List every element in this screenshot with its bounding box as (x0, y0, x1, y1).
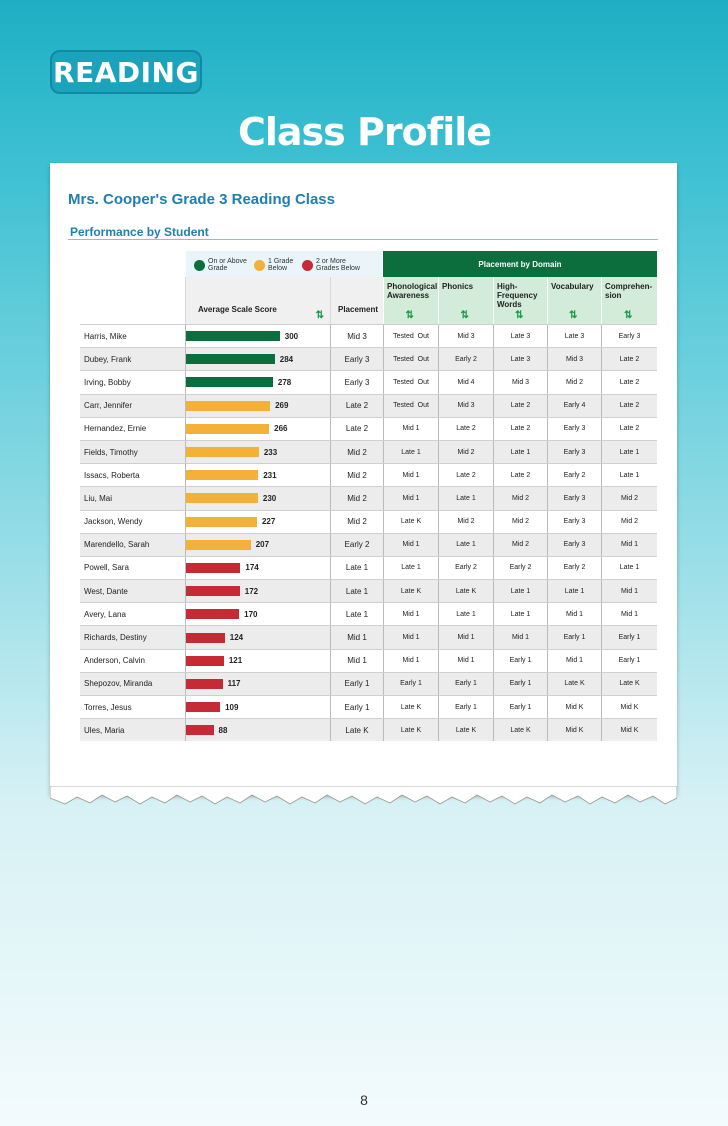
domain-placement: Mid 2 (438, 511, 493, 533)
score-bar (186, 447, 259, 457)
score-value: 109 (225, 702, 239, 712)
domain-placement: Tested Out (383, 348, 438, 370)
domain-placement: Late 1 (383, 557, 438, 579)
header-label: High-Frequency Words (497, 282, 538, 309)
domain-placement: Early 1 (493, 696, 547, 718)
domain-placement: Mid 2 (493, 534, 547, 556)
domain-placement: Late K (438, 580, 493, 602)
placement-value: Late 1 (330, 603, 383, 625)
score-bar (186, 563, 240, 573)
legend-label: 2 or More Grades Below (316, 258, 360, 272)
legend-item-one-below (254, 258, 293, 272)
placement-value: Late 1 (330, 557, 383, 579)
domain-placement: Early 2 (547, 557, 601, 579)
score-value: 269 (275, 401, 289, 411)
domain-placement: Early 4 (547, 395, 601, 417)
domain-placement: Late 2 (493, 464, 547, 486)
score-value: 231 (263, 470, 277, 480)
score-bar (186, 586, 240, 596)
student-name: Marendello, Sarah (84, 540, 150, 550)
score-value: 284 (279, 354, 294, 364)
section-divider (68, 239, 658, 240)
score-value: 170 (244, 609, 258, 619)
domain-placement: Early 1 (547, 626, 601, 648)
domain-placement: Mid 1 (383, 464, 438, 486)
score-bar (186, 424, 269, 434)
domain-placement: Late 2 (438, 464, 493, 486)
subject-tab (50, 50, 202, 94)
domain-placement: Early 3 (601, 325, 657, 347)
score-bar-cell (185, 418, 330, 440)
domain-placement: Late 2 (493, 418, 547, 440)
header-label: Comprehen-sion (605, 282, 653, 300)
score-value: 207 (255, 540, 270, 550)
domain-placement: Mid 3 (438, 395, 493, 417)
domain-placement: Early 3 (547, 534, 601, 556)
domain-placement: Mid 1 (383, 418, 438, 440)
sort-arrows-icon[interactable]: ⇅ (460, 310, 469, 321)
score-bar-cell (185, 719, 330, 741)
score-value: 266 (274, 424, 288, 434)
score-bar (186, 354, 275, 364)
subject-label: READING (53, 55, 199, 89)
table-row[interactable] (80, 556, 657, 579)
domain-placement: Late 2 (438, 418, 493, 440)
legend-dot-icon (302, 260, 313, 271)
score-value: 121 (228, 656, 243, 666)
domain-placement: Mid 1 (493, 626, 547, 648)
score-bar (186, 702, 220, 712)
placement-value: Late 1 (330, 580, 383, 602)
domain-placement: Early 1 (601, 626, 657, 648)
domain-placement: Late 1 (383, 441, 438, 463)
score-column-header[interactable] (185, 277, 330, 324)
placement-value: Late K (330, 719, 383, 741)
domain-placement: Late K (601, 673, 657, 695)
table-row[interactable] (80, 649, 657, 672)
domain-placement: Early 2 (438, 557, 493, 579)
score-bar-cell (185, 441, 330, 463)
placement-value: Early 2 (330, 534, 383, 556)
score-bar (186, 679, 223, 689)
score-value: 300 (284, 331, 299, 341)
domain-placement: Mid 1 (547, 603, 601, 625)
student-name: Torres, Jesus (84, 702, 132, 712)
domain-placement: Mid 1 (601, 534, 657, 556)
sort-arrows-icon[interactable]: ⇅ (515, 310, 524, 321)
student-name: Shepozov, Miranda (84, 679, 153, 689)
student-table (80, 324, 657, 741)
domain-placement: Late K (383, 719, 438, 741)
domain-column-header[interactable] (547, 277, 601, 324)
domain-placement: Late K (383, 580, 438, 602)
table-row[interactable] (80, 394, 657, 417)
domain-placement: Early 1 (438, 673, 493, 695)
placement-value: Mid 2 (330, 487, 383, 509)
score-bar (186, 493, 258, 503)
domain-placement: Late K (438, 719, 493, 741)
placement-value: Early 3 (330, 371, 383, 393)
section-title: Performance by Student (70, 225, 209, 239)
domain-placement: Tested Out (383, 395, 438, 417)
score-bar-cell (185, 348, 330, 370)
domain-placement: Mid 2 (547, 371, 601, 393)
score-bar (186, 656, 224, 666)
domain-placement: Late 2 (601, 418, 657, 440)
score-bar-cell (185, 673, 330, 695)
header-label: Phonics (442, 282, 474, 291)
student-name: Carr, Jennifer (84, 401, 133, 411)
legend-label: 1 Grade Below (268, 258, 294, 272)
score-bar-cell (185, 487, 330, 509)
table-row[interactable] (80, 486, 657, 509)
domain-placement: Mid 1 (383, 534, 438, 556)
domain-placement: Tested Out (383, 325, 438, 347)
domain-placement: Mid K (601, 696, 657, 718)
score-value: 278 (277, 377, 292, 387)
score-bar-cell (185, 511, 330, 533)
domain-placement: Mid K (547, 719, 601, 741)
domain-placement: Late 1 (438, 534, 493, 556)
domain-placement: Late 1 (438, 487, 493, 509)
domain-placement: Late 1 (493, 580, 547, 602)
domain-placement: Late 3 (547, 325, 601, 347)
table-row[interactable] (80, 324, 657, 347)
legend-item-on-grade (194, 258, 247, 272)
domain-placement: Mid 3 (493, 371, 547, 393)
domain-placement: Early 3 (547, 418, 601, 440)
score-bar-cell (185, 650, 330, 672)
student-name: Liu, Mai (84, 493, 113, 503)
student-name: Jackson, Wendy (84, 517, 143, 527)
domain-placement: Late 3 (493, 325, 547, 347)
score-value: 124 (229, 633, 244, 643)
student-name: Irving, Bobby (84, 377, 131, 387)
domain-placement: Mid K (601, 719, 657, 741)
domain-placement: Late 1 (601, 557, 657, 579)
sort-arrows-icon[interactable]: ⇅ (624, 310, 633, 321)
report-sheet (50, 163, 677, 795)
domain-placement: Late 1 (601, 441, 657, 463)
domain-placement: Mid 1 (438, 626, 493, 648)
header-label: Placement (338, 305, 379, 314)
domain-placement: Late 2 (493, 395, 547, 417)
domain-placement: Late 2 (601, 348, 657, 370)
score-bar-cell (185, 395, 330, 417)
domain-placement: Mid 1 (601, 580, 657, 602)
score-bar (186, 377, 273, 387)
sort-arrows-icon[interactable]: ⇅ (569, 310, 578, 321)
domain-column-header[interactable] (438, 277, 493, 324)
placement-value: Mid 2 (330, 511, 383, 533)
table-row[interactable] (80, 718, 657, 741)
table-row[interactable] (80, 695, 657, 718)
score-value: 227 (261, 517, 276, 527)
score-bar (186, 609, 239, 619)
domain-placement: Late K (493, 719, 547, 741)
domain-column-header[interactable] (383, 277, 438, 324)
page-title: Class Profile (238, 110, 492, 154)
domain-placement: Late K (383, 511, 438, 533)
table-row[interactable] (80, 417, 657, 440)
domain-placement: Mid 3 (547, 348, 601, 370)
placement-value: Early 1 (330, 673, 383, 695)
score-value: 88 (218, 725, 228, 735)
placement-value: Early 3 (330, 348, 383, 370)
student-name: West, Dante (84, 586, 128, 596)
domain-column-header[interactable] (601, 277, 657, 324)
legend-item-two-below (302, 258, 360, 272)
student-name: Fields, Timothy (84, 447, 138, 457)
domain-placement: Late K (547, 673, 601, 695)
score-bar-cell (185, 534, 330, 556)
header-label: Average Scale Score (198, 305, 277, 314)
score-bar (186, 470, 258, 480)
score-bar-cell (185, 557, 330, 579)
placement-value: Mid 2 (330, 441, 383, 463)
table-row[interactable] (80, 370, 657, 393)
score-bar (186, 401, 270, 411)
score-bar-cell (185, 464, 330, 486)
score-bar (186, 633, 225, 643)
domain-placement: Early 1 (383, 673, 438, 695)
domain-band-header: Placement by Domain (383, 251, 657, 277)
domain-placement: Early 1 (493, 673, 547, 695)
domain-placement: Mid 1 (383, 603, 438, 625)
domain-placement: Mid 1 (383, 487, 438, 509)
table-row[interactable] (80, 347, 657, 370)
placement-value: Mid 1 (330, 650, 383, 672)
student-name: Ules, Maria (84, 725, 125, 735)
student-name: Anderson, Calvin (84, 656, 145, 666)
domain-placement: Mid 4 (438, 371, 493, 393)
domain-placement: Early 2 (547, 464, 601, 486)
domain-placement: Mid K (547, 696, 601, 718)
legend-dot-icon (194, 260, 205, 271)
domain-placement: Mid 3 (438, 325, 493, 347)
student-name: Powell, Sara (84, 563, 129, 573)
placement-value: Late 2 (330, 418, 383, 440)
placement-value: Mid 2 (330, 464, 383, 486)
domain-placement: Mid 1 (601, 603, 657, 625)
domain-placement: Early 3 (547, 487, 601, 509)
score-bar-cell (185, 626, 330, 648)
domain-placement: Late 2 (601, 371, 657, 393)
score-bar-cell (185, 325, 330, 347)
domain-placement: Late 1 (493, 441, 547, 463)
domain-column-header[interactable] (493, 277, 547, 324)
domain-placement: Mid 2 (601, 487, 657, 509)
score-bar-cell (185, 580, 330, 602)
domain-placement: Mid 2 (601, 511, 657, 533)
domain-placement: Late 1 (547, 580, 601, 602)
domain-placement: Late 1 (493, 603, 547, 625)
domain-placement: Mid 1 (438, 650, 493, 672)
domain-placement: Early 1 (493, 650, 547, 672)
torn-paper-edge (50, 786, 677, 812)
domain-placement: Early 3 (547, 441, 601, 463)
domain-placement: Tested Out (383, 371, 438, 393)
score-value: 230 (262, 493, 277, 503)
table-row[interactable] (80, 672, 657, 695)
placement-value: Mid 3 (330, 325, 383, 347)
domain-placement: Late 3 (493, 348, 547, 370)
domain-placement: Late 2 (601, 395, 657, 417)
table-row[interactable] (80, 440, 657, 463)
domain-placement: Late K (383, 696, 438, 718)
table-row[interactable] (80, 602, 657, 625)
domain-placement: Late 1 (601, 464, 657, 486)
student-name: Issacs, Roberta (84, 470, 140, 480)
score-value: 174 (245, 563, 259, 573)
table-row[interactable] (80, 463, 657, 486)
placement-value: Early 1 (330, 696, 383, 718)
domain-placement: Mid 1 (547, 650, 601, 672)
score-bar-cell (185, 696, 330, 718)
placement-value: Mid 1 (330, 626, 383, 648)
class-title: Mrs. Cooper's Grade 3 Reading Class (68, 191, 335, 208)
domain-placement: Mid 1 (383, 626, 438, 648)
header-label: Phonological Awareness (387, 282, 438, 300)
student-name: Harris, Mike (84, 331, 127, 341)
placement-column-header[interactable] (330, 277, 383, 324)
score-bar (186, 331, 280, 341)
score-value: 117 (227, 679, 241, 689)
student-name: Hernandez, Ernie (84, 424, 147, 434)
page-number: 8 (360, 1092, 368, 1108)
score-value: 233 (263, 447, 278, 457)
student-name: Richards, Destiny (84, 633, 147, 643)
placement-value: Late 2 (330, 395, 383, 417)
sort-arrows-icon[interactable]: ⇅ (315, 310, 324, 321)
domain-placement: Early 3 (547, 511, 601, 533)
domain-placement: Early 2 (438, 348, 493, 370)
score-value: 172 (244, 586, 259, 596)
domain-placement: Early 1 (438, 696, 493, 718)
score-bar-cell (185, 603, 330, 625)
header-label: Vocabulary (551, 282, 594, 291)
student-name: Avery, Lana (84, 609, 126, 619)
score-bar (186, 517, 257, 527)
domain-placement: Mid 2 (438, 441, 493, 463)
legend (186, 251, 382, 277)
table-row[interactable] (80, 579, 657, 602)
table-row[interactable] (80, 510, 657, 533)
sort-arrows-icon[interactable]: ⇅ (405, 310, 414, 321)
table-row[interactable] (80, 625, 657, 648)
domain-placement: Late 1 (438, 603, 493, 625)
domain-placement: Mid 2 (493, 487, 547, 509)
domain-placement: Early 2 (493, 557, 547, 579)
domain-placement: Mid 2 (493, 511, 547, 533)
domain-placement: Early 1 (601, 650, 657, 672)
table-row[interactable] (80, 533, 657, 556)
score-bar (186, 725, 214, 735)
score-bar (186, 540, 251, 550)
domain-placement: Mid 1 (383, 650, 438, 672)
legend-label: On or Above Grade (208, 258, 247, 272)
score-bar-cell (185, 371, 330, 393)
legend-dot-icon (254, 260, 265, 271)
student-name: Dubey, Frank (84, 354, 132, 364)
